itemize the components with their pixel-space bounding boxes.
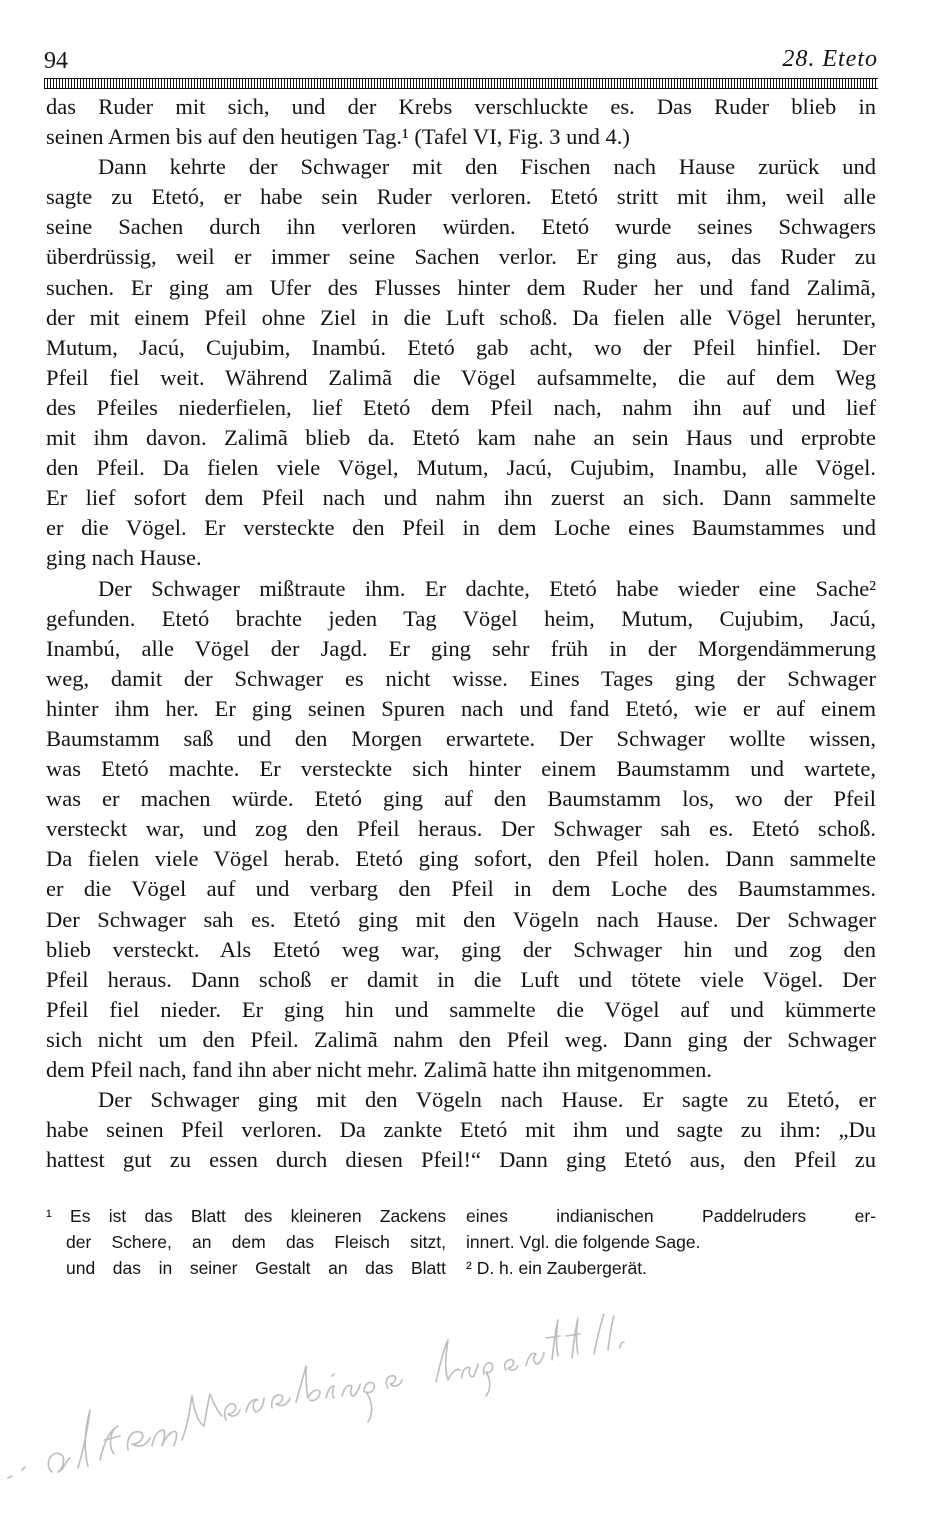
text-line: seine Sachen durch ihn verloren würden. Etetó wurde seines Schwagers bbox=[46, 214, 876, 240]
text-line: dem Pfeil nach, fand ihn aber nicht mehr. Zalimã hatte ihn mitgenommen. bbox=[46, 1057, 713, 1082]
text-line: Da fielen viele Vögel herab. Etetó ging sofort, den Pfeil holen. Dann sammelte bbox=[46, 846, 876, 872]
text-line: gefunden. Etetó brachte jeden Tag Vögel heim, Mutum, Cujubim, Jacú, bbox=[46, 605, 876, 631]
page-header bbox=[44, 44, 878, 74]
text-line: Pfeil heraus. Dann schoß er damit in die Luft und tötete viele Vögel. Der bbox=[46, 966, 876, 992]
text-line: hattest gut zu essen durch diesen Pfeil!“ Dann ging Etetó aus, den Pfeil zu bbox=[46, 1147, 876, 1173]
text-line: versteckt war, und zog den Pfeil heraus. Der Schwager sah es. Etetó schoß. bbox=[46, 816, 876, 842]
pencil-annotation bbox=[0, 1300, 930, 1516]
text-line: suchen. Er ging am Ufer des Flusses hinter dem Ruder her und fand Zalimã, bbox=[46, 274, 876, 300]
page-number: 94 bbox=[44, 48, 68, 74]
text-line: Der Schwager sah es. Etetó ging mit den Vögeln nach Hause. Der Schwager bbox=[46, 906, 876, 932]
text-line: habe seinen Pfeil verloren. Da zankte Etetó mit ihm und sagte zu ihm: „Du bbox=[46, 1117, 876, 1143]
footnote-line: ¹ Es ist das Blatt des kleineren Zackens bbox=[46, 1206, 446, 1226]
text-line: was Etetó machte. Er versteckte sich hinter einem Baumstamm und wartete, bbox=[46, 756, 876, 782]
text-line: mit ihm davon. Zalimã blieb da. Etetó kam nahe an sein Haus und erprobte bbox=[46, 425, 876, 451]
footnote-line: und das in seiner Gestalt an das Blatt bbox=[66, 1258, 446, 1278]
text-line: Dann kehrte der Schwager mit den Fischen nach Hause zurück und bbox=[98, 154, 876, 180]
header-rule bbox=[44, 78, 878, 89]
footnote-line: innert. Vgl. die folgende Sage. bbox=[466, 1232, 701, 1252]
text-line: Pfeil fiel weit. Während Zalimã die Vögel aufsammelte, die auf dem Weg bbox=[46, 364, 876, 390]
text-line: blieb versteckt. Als Etetó weg war, ging der Schwager hin und zog den bbox=[46, 936, 876, 962]
body-text bbox=[46, 92, 876, 1175]
text-line: Der Schwager mißtraute ihm. Er dachte, Etetó habe wieder eine Sache² bbox=[98, 575, 876, 601]
text-line: weg, damit der Schwager es nicht wisse. Eines Tages ging der Schwager bbox=[46, 665, 876, 691]
text-line: überdrüssig, weil er immer seine Sachen verlor. Er ging aus, das Ruder zu bbox=[46, 244, 876, 270]
text-line: der mit einem Pfeil ohne Ziel in die Luft schoß. Da fielen alle Vögel herunter, bbox=[46, 304, 876, 330]
text-line: seinen Armen bis auf den heutigen Tag.¹ (Tafel VI, Fig. 3 und 4.) bbox=[46, 124, 630, 150]
footnote-line: der Schere, an dem das Fleisch sitzt, bbox=[66, 1232, 446, 1252]
running-title: 28. Eteto bbox=[782, 46, 878, 72]
text-line: Baumstamm saß und den Morgen erwartete. Der Schwager wollte wissen, bbox=[46, 725, 876, 751]
text-line: des Pfeiles niederfielen, lief Etetó dem Pfeil nach, nahm ihn auf und lief bbox=[46, 394, 876, 420]
text-line: Inambú, alle Vögel der Jagd. Er ging sehr früh in der Morgendämmerung bbox=[46, 635, 876, 661]
text-line: ging nach Hause. bbox=[46, 545, 202, 571]
text-line: sich nicht um den Pfeil. Zalimã nahm den Pfeil weg. Dann ging der Schwager bbox=[46, 1026, 876, 1052]
text-line: sagte zu Etetó, er habe sein Ruder verloren. Etetó stritt mit ihm, weil alle bbox=[46, 184, 876, 210]
text-line: was er machen würde. Etetó ging auf den Baumstamm los, wo der Pfeil bbox=[46, 786, 876, 812]
text-line: Der Schwager ging mit den Vögeln nach Hause. Er sagte zu Etetó, er bbox=[98, 1087, 876, 1113]
text-line: hinter ihm her. Er ging seinen Spuren nach und fand Etetó, wie er auf einem bbox=[46, 695, 876, 721]
footnote-column-left bbox=[46, 1203, 446, 1281]
text-line: Pfeil fiel nieder. Er ging hin und sammelte die Vögel auf und kümmerte bbox=[46, 996, 876, 1022]
text-line: Er lief sofort dem Pfeil nach und nahm ihn zuerst an sich. Dann sammelte bbox=[46, 485, 876, 511]
footnote-column-right bbox=[466, 1203, 876, 1281]
text-line: er die Vögel auf und verbarg den Pfeil in dem Loche des Baumstammes. bbox=[46, 876, 876, 902]
text-line: er die Vögel. Er versteckte den Pfeil in dem Loche eines Baumstammes und bbox=[46, 515, 876, 541]
text-line: den Pfeil. Da fielen viele Vögel, Mutum, Jacú, Cujubim, Inambu, alle Vögel. bbox=[46, 455, 876, 481]
text-line: das Ruder mit sich, und der Krebs verschluckte es. Das Ruder blieb in bbox=[46, 94, 876, 119]
footnote-line: ² D. h. ein Zaubergerät. bbox=[466, 1258, 647, 1278]
text-line: Mutum, Jacú, Cujubim, Inambú. Etetó gab acht, wo der Pfeil hinfiel. Der bbox=[46, 334, 876, 360]
footnote-line: eines indianischen Paddelruders er- bbox=[466, 1206, 876, 1226]
